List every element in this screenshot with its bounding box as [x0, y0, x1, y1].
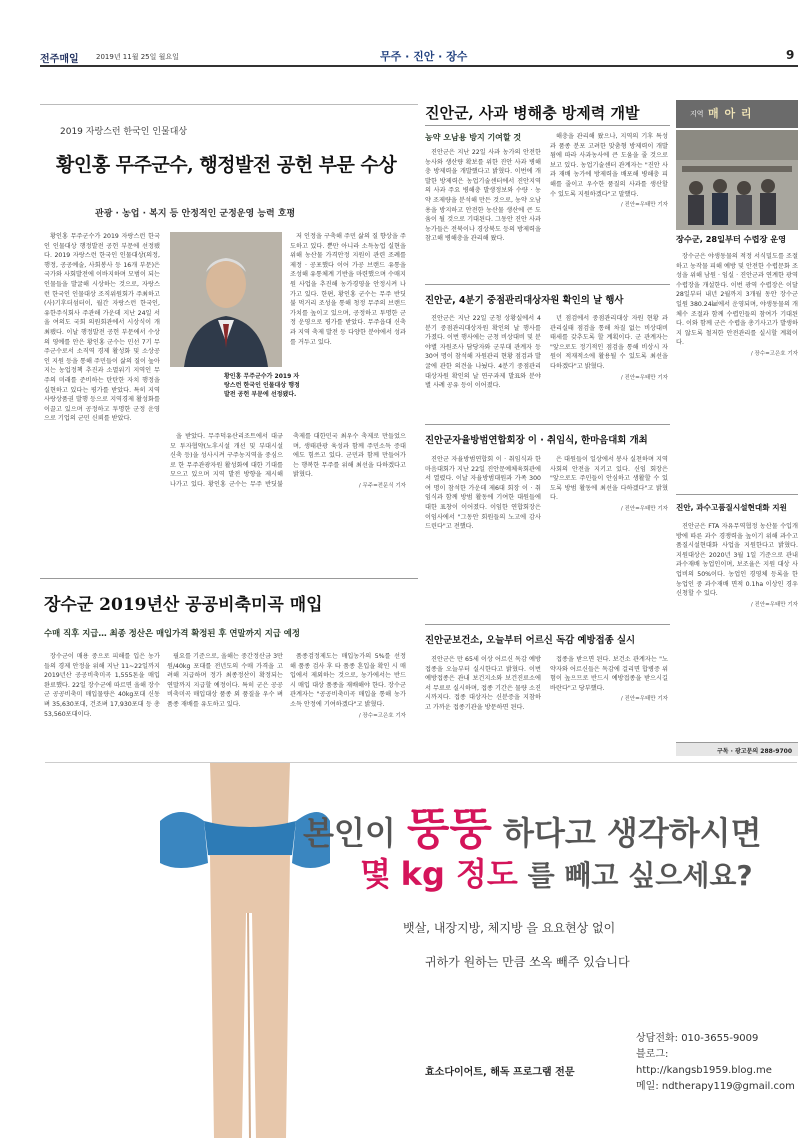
award-photo [170, 232, 282, 367]
ad-headline-line2 [360, 849, 753, 895]
award-headline: 황인홍 무주군수, 행정발전 공헌 부문 수상 [56, 154, 397, 176]
sidebar-byline1: / 장수=고은호 기자 [750, 350, 798, 357]
apple-byline: / 진안=우태만 기자 [620, 202, 668, 209]
publication-date: 2019년 11월 25일 월요일 [96, 53, 179, 61]
health-byline: / 진안=우태만 기자 [620, 696, 668, 703]
award-body-col2 [290, 232, 406, 424]
sidebar-body2-text: 진안군은 FTA 자유무역협정 농산물 수입개방에 따른 과수 경쟁력을 높이기 위해 과수고품질시설현대화 사업을 지원한다고 밝혔다. 지원대상은 2020년 3월 1일 기준으로 관내 과수재배 농업인이며, 보조율은 지원 대상 사업비의 50%이다. 농업인 경영체 등록을 한 농업인 중 과수재배 면적 0.1ha 이상인 경우 신청할 수 있다. [676, 523, 798, 598]
sidebar-label: 지역 [690, 110, 704, 118]
sidebar-photo-caption: 장수군, 28일부터 수렵장 운영 [676, 234, 787, 244]
portrait-icon [170, 232, 282, 367]
ad-brand: 효소다이어트, 해독 프로그램 전문 [425, 1067, 575, 1078]
ad-line2-emphasis: kg 정도 [400, 855, 518, 893]
award-body-col3 [170, 432, 406, 557]
ad-line1-pre: 본인이 [303, 814, 396, 852]
sidebar-mid-rule [676, 494, 798, 495]
points-body-col1 [425, 314, 541, 416]
apple-body-col1 [425, 148, 541, 280]
sidebar-headline2: 진안, 과수고품질시설현대화 지원 [676, 503, 787, 512]
points-col1-text: 진안군은 지난 22일 군청 상황실에서 4분기 중점관리대상자원 확인의 날 행사를 가졌다. 이번 행사에는 군청 비상대비 및 분야별 자원조사 담당자와 군부대 관계자 등 30여 명이 참석해 자원관리 현황 점검과 발굴에 관한 의견을 나눴다. 4분기 중점관리대상자원 확인의 날 연구과제 발표와 분야별 사례 공유 등이 이어졌다. [425, 315, 541, 390]
health-headline: 진안군보건소, 오늘부터 어르신 독감 예방접종 실시 [425, 635, 636, 646]
section-title: 무주 · 진안 · 장수 [380, 50, 468, 63]
rice-col1-text: 장수군이 매용 중으로 피해를 입은 농가들의 경제 안정을 위해 지난 11~22일까지 2019년산 공공비축미곡 1,555톤을 매입 완료했다. 22일 장수군에 따르면 올해 장수군 공공비축미 매입물량은 40kg포대 신동벼 35,630포대, 건조벼 17,930포대 등 총 53,560포대이다. [44, 653, 160, 718]
ad-line2-pre: 몇 [360, 855, 391, 893]
apple-col1-text: 진안군은 지난 22일 사과 농가의 안전한 농사와 생산량 확보를 위한 진안 사과 병해충 방제력을 개발했다고 밝혔다. 이번에 개발한 방제력은 농업기술센터에서 진안지역의 사과 주요 병해충 발생정보와 수량 · 농약 조제량을 분석해 만든 것으로, 농약 오남용을 방지하고 안전한 농산물 생산에 큰 도움이 될 것으로 기대된다. 그동안 진안 사과농가들은 전북이나 경상북도 등의 방제력을 참고해 병해충을 관리해 왔다. [425, 149, 541, 243]
rice-article-top-rule [40, 578, 418, 579]
club-headline: 진안군자율방범연합회장 이 · 취임식, 한마음대회 개최 [425, 435, 648, 446]
points-col2-text: 년 점검에서 중점관리대상 자원 현황 과 관리실태 점검을 통해 차질 없는 비상대비 태세를 갖추도록 할 계획이다. 군 관계자는 "앞으로도 정기적인 점검을 통해 비상시 자원이 적재적소에 활용될 수 있도록 최선을 다하겠다"고 밝혔다. [550, 315, 668, 370]
page-number: 9 [786, 48, 795, 62]
ad-blog: 블로그: http://kangsb1959.blog.me [636, 1049, 772, 1076]
diet-advertisement [45, 762, 797, 1138]
sidebar-byline2: / 진안=우태만 기자 [750, 601, 798, 608]
award-col3-text: 을 받았다. 무주덕유산리조트에서 대규모 투자협약(노후시설 개선 및 부대시설 신축 등)을 성사시켜 구주농지역을 중심으로 한 무주관광자원 활성화에 대한 기대를 모으고 있으며 지역 발전 방향을 제시해 나가고 있다. 황인홍 군수는 무주 반딧불축제를 대한민국 최우수 축제로 만들었으며, 생태관광 육성과 함께 주민소득 증대에도 힘쓰고 있다. 군민과 함께 만들어가는 행복한 무주를 위해 최선을 다하겠다고 밝혔다. [170, 433, 406, 488]
club-body-col2 [550, 455, 668, 619]
ad-headline-line1 [303, 793, 761, 857]
points-top-rule [425, 284, 670, 285]
club-col1-text: 진안군 자율방범연합회 이 · 취임식과 한마음대회가 지난 22일 진안문예체육회관에서 열렸다. 이날 자율방범대원과 가족 300여 명이 참석한 가운데 제6대 회장 이 · 취임식과 함께 방범 활동에 기여한 대원들에 대한 표창이 이어졌다. 이임한 연합회장은 이임사에서 "그동안 회원들의 노고에 감사드린다"고 전했다. [425, 456, 541, 531]
sidebar-body1 [676, 252, 798, 484]
apple-headline: 진안군, 사과 병해충 방제력 개발 [425, 104, 640, 122]
rice-body-col2 [167, 652, 283, 756]
rice-col2-text: 필요를 기준으로, 올해는 중간정산금 3만원/40kg 포대를 전년도의 수매 가격을 고려해 지급하며 정가 최종정산이 확정되는 연말까지 지급할 예정이다. 특히 군은 공공비축미곡 매입대상 품종 외 품질을 우수 벼 품종 재배를 유도하고 있다. [167, 653, 283, 708]
award-body-col1 [44, 232, 160, 560]
subscription-box [676, 742, 798, 756]
rice-byline: / 장수=고은호 기자 [358, 712, 406, 719]
hunting-meeting-photo-icon [676, 130, 798, 230]
sidebar-body2 [676, 522, 798, 740]
club-byline: / 진안=우태만 기자 [620, 505, 668, 512]
ad-line2-post: 를 빼고 싶으세요? [527, 859, 753, 892]
sidebar-body1-text: 장수군은 야생동물의 적정 서식밀도를 조절하고 농작물 피해 예방 및 안전한 수렵문화 조성을 위해 남원 · 임실 · 진안군과 연계한 광역 수렵장을 개설한다. 이번 광역 수렵장은 이달 28일부터 내년 2월까지 3개월 동안 장수군 일원 380.24㎢에서 운영되며, 야생동물의 개체수 조절과 함께 수렵인들의 참여가 기대된다. 이와 함께 군은 수렵을 총기사고가 발생하지 않도록 철저한 안전관리를 실시할 계획이다. [676, 253, 798, 347]
health-body-col2 [550, 655, 668, 755]
points-byline: / 진안=우태만 기자 [620, 374, 668, 381]
ad-phone: 상담전화: 010-3655-9009 [636, 1033, 759, 1044]
club-top-rule [425, 424, 670, 425]
club-col2-text: 은 대원들이 일상에서 봉사 실천하며 지역사회의 안전을 지키고 있다. 신임 회장은 "앞으로도 주민들이 안심하고 생활할 수 있도록 방범 활동에 최선을 다하겠다"고 밝혔다. [550, 456, 668, 502]
subscription-text: 구독 · 광고문의 288-9700 [716, 748, 792, 755]
apple-body-col2 [550, 132, 668, 280]
health-top-rule [425, 624, 670, 625]
health-body-col1 [425, 655, 541, 755]
masthead: 전주매일 [40, 54, 79, 65]
award-col2-text: 저 인정을 구축해 주민 삶의 질 향상을 주도하고 있다. 뿐만 아니라 소득농업 실현을 위해 농산물 가격안정 지원이 관련 조례를 제정 · 공포했다 이어 가공 브랜드 유통을 조성해 유통체계 기반을 마련했으며 수매지원 사업을 추진해 농가경영을 안정시켜 나가고 있다. 한편, 황인홍 군수는 무주 반딧불 먹거리 조성을 통해 청정 무주의 브랜드 가치를 높이고 있으며, 공정하고 투명한 군정 운영으로 평가를 받았다. 무주읍대 신축과 지역 축제 발전 등 다양한 분야에서 성과를 거두고 있다. [290, 233, 406, 346]
award-byline: / 무주=전문식 기자 [358, 482, 406, 489]
award-subhead: 관광 · 농업 · 복지 등 안정적인 군정운영 능력 호평 [95, 209, 296, 219]
apple-subhead: 농약 오남용 방지 기여할 것 [425, 133, 522, 142]
sidebar-photo [676, 130, 798, 230]
rice-col3-text: 품종검정제도는 매입농가의 5%를 선정해 품종 검사 후 타 품종 혼입을 확인 시 매입에서 제외하는 것으로, 농가에서는 반드시 매입 대상 품종을 재배해야 한다. 장수군 관계자는 "공공비축미곡 매입을 통해 농가 소득 안정에 기여하겠다"고 밝혔다. [290, 653, 406, 708]
sidebar-banner [676, 100, 798, 128]
points-body-col2 [550, 314, 668, 416]
rice-body-col3 [290, 652, 406, 756]
sidebar-title: 매 아 리 [708, 107, 753, 120]
points-headline: 진안군, 4분기 중점관리대상자원 확인의 날 행사 [425, 295, 624, 306]
rice-subhead: 수매 직후 지급… 최종 정산은 매입가격 확정된 후 연말까지 지급 예정 [44, 628, 300, 638]
award-photo-caption: 황인홍 무주군수가 2019 자랑스런 한국인 인물대상 행정발전 공헌 부문에 선정됐다. [224, 373, 300, 398]
rice-headline: 장수군 2019년산 공공비축미곡 매입 [44, 595, 323, 615]
apple-col2-text: 해충을 관리해 왔으나, 지역의 기후 특성과 품종 분포 고려한 맞춤형 방제력이 개발됨에 따라 사과농사에 큰 도움을 줄 것으로 보고 있다. 농업기술센터 관계자는 "진안 사과 재배 농가에 방제력을 배포해 병해충 피해를 줄이고 우수한 품질의 사과를 생산할 수 있도록 지원하겠다"고 말했다. [550, 133, 668, 198]
health-col2-text: 접종을 받으면 된다. 보건소 관계자는 "노약자와 어르신들은 독감에 걸리면 합병증 위험이 높으므로 반드시 예방접종을 받으시길 바란다"고 당부했다. [550, 656, 668, 692]
ad-copy-line3: 뱃살, 내장지방, 체지방 을 요요현상 없이 [403, 921, 616, 935]
ad-copy-line4: 귀하가 원하는 만큼 쏘옥 빼주 있습니다 [425, 955, 630, 969]
apple-headline-rule [425, 125, 670, 126]
club-body-col1 [425, 455, 541, 619]
ad-email: 메일: ndtherapy119@gmail.com [636, 1081, 795, 1092]
health-col1-text: 진안군은 만 65세 이상 어르신 독감 예방접종을 오늘부터 실시한다고 밝혔다. 이번 예방접종은 관내 보건지소와 보건진료소에서 무료로 실시하며, 접종 기간은 물량 소진 시까지다. 접종 대상자는 신분증을 지참하고 가까운 접종기관을 방문하면 된다. [425, 656, 541, 711]
award-kicker: 2019 자랑스런 한국인 인물대상 [60, 127, 188, 137]
ad-contacts [636, 1031, 797, 1095]
ad-line1-emphasis: 뚱뚱 [406, 804, 492, 855]
ad-line1-post: 하다고 생각하시면 [503, 814, 762, 852]
rice-body-col1 [44, 652, 160, 756]
header-rule [40, 65, 798, 67]
award-col1-text: 황인홍 무주군수가 2019 자랑스런 한국인 인물대상 행정발전 공헌 부문에 선정됐다. 2019 자랑스런 한국인 인물대상(의정, 행정, 공공예술, 사회봉사 등 16개 부문)은 국가와 사회발전에 이바지하며 모범이 되는 인물들을 발굴해 시상하는 것으로, 자랑스런 한국인 인물대상 조직위원회가 주최하고 (사)기후더섬터이, 월간 자랑스런 한국인, 유한주식회사 주관해 가운데 지난 24일 서울 여의도 국회 의원회관에서 시상식이 개최됐다. 이날 행정발전 공헌 부문에서 수상의 영예를 안은 황인홍 군수는 민선 7기 무주군수로서 소직역 경제 활성화 및 소상공인 지원 등을 통해 주민들이 삶의 질이 높아지는 농업정책 추진과 소멸위기 지역인 무주의 미래를 준비하는 탄탄한 자치 행정을 실현하고 있다는 평가를 받았다. 특히 지역사랑상품권 발행 등으로 지역경제 활성화를 이끌고 있으며 공정하고 투명한 군정 운영으로 기업의 군민 신뢰를 받았다. [44, 233, 160, 423]
